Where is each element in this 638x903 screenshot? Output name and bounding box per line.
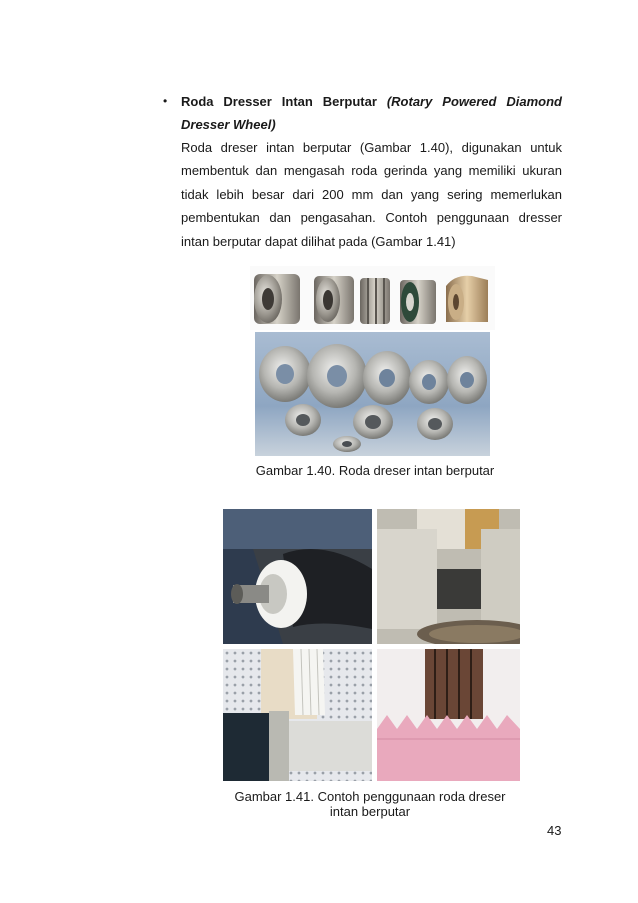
figure-1-41-caption-line1: Gambar 1.41. Contoh penggunaan roda dreser (234, 789, 506, 804)
figure-1-41-photo-top-left (223, 509, 372, 644)
heading-italic-continuation: Dresser Wheel) (181, 117, 276, 132)
heading-italic-text: (Rotary Powered Diamond (386, 94, 562, 109)
figure-1-41-photo-bottom-right (377, 649, 520, 781)
heading-bold-text: Roda Dresser Intan Berputar (181, 94, 377, 109)
body-paragraph: Roda dreser intan berputar (Gambar 1.40), digunakan untuk membentuk dan mengasah roda gerinda yang memiliki ukuran tidak lebih besar dari 200 mm dan yang sering memerlukan pembentukan dan pengasahan. Contoh penggunaan dresser intan berputar dapat dilihat pada (Gambar 1.41) (181, 140, 562, 249)
figure-1-41-photo-top-right (377, 509, 520, 644)
figure-1-41-photo-bottom-left (223, 649, 372, 781)
figure-1-40-top-photo (250, 266, 495, 330)
figure-1-41-caption-line2: intan berputar (329, 804, 411, 819)
bullet-marker: • (163, 94, 168, 108)
page-number: 43 (547, 823, 562, 838)
figure-1-40-bottom-photo (255, 332, 490, 456)
figure-1-40-caption: Gambar 1.40. Roda dreser intan berputar (255, 463, 495, 478)
section-heading (181, 90, 562, 113)
